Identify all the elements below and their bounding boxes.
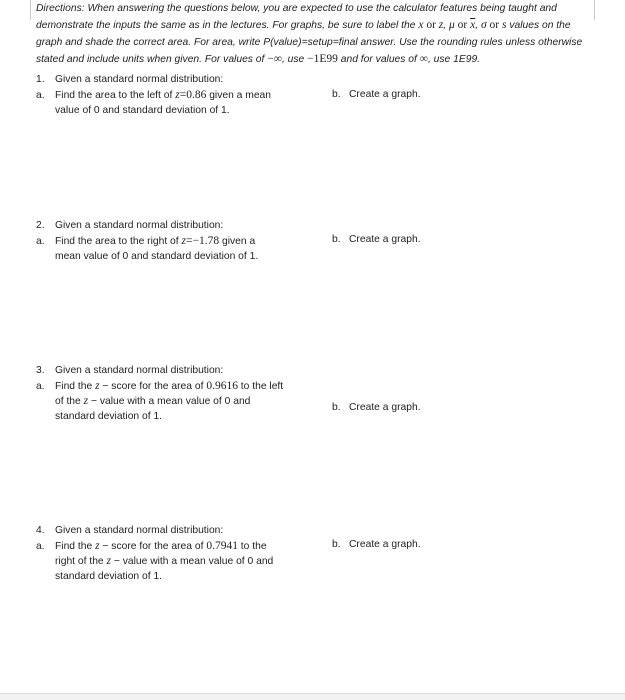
directions-or-2: or	[454, 19, 471, 31]
question-4	[36, 523, 326, 593]
question-3b-text: Create a graph.	[349, 402, 421, 413]
q1a-z-value: 0.86	[186, 89, 207, 101]
symbol-s: s	[502, 19, 507, 31]
directions-text-3: , use	[281, 54, 308, 65]
question-1-number: 1.	[36, 74, 45, 85]
q3a-text-post: to the left	[237, 381, 284, 392]
question-2a-line-2: mean value of 0 and standard deviation of 1.	[55, 251, 259, 262]
q1a-z-symbol: z	[175, 89, 180, 101]
q3a-line2-pre: of the	[55, 396, 84, 407]
q1a-text: Find the area to the left of	[55, 90, 176, 101]
symbol-x: x	[418, 19, 424, 31]
question-1a-line-2: value of 0 and standard deviation of 1.	[55, 105, 230, 116]
question-3a-label: a.	[36, 381, 45, 392]
question-1b-text: Create a graph.	[349, 89, 421, 100]
question-3a-line-1	[55, 379, 283, 395]
question-4b	[332, 539, 421, 550]
question-4a-line-3: standard deviation of 1.	[55, 571, 163, 582]
directions-or-1: or	[423, 19, 439, 31]
q1a-text-post: given a mean	[206, 90, 272, 101]
question-1a-line-1	[55, 88, 271, 104]
directions-text-4: and for values of	[337, 54, 420, 65]
symbol-infinity: ∞	[419, 53, 428, 65]
q4a-z-symbol-2: z	[106, 555, 111, 567]
q4a-text-mid: − score for the area of	[99, 541, 207, 552]
symbol-sigma: σ	[480, 19, 487, 31]
q3a-line2-post: − value with a mean value of 0 and	[88, 396, 251, 407]
question-3b-label: b.	[332, 402, 341, 413]
question-3b	[332, 402, 421, 413]
q4a-text-post: to the	[237, 541, 267, 552]
q4a-line2-post: − value with a mean value of 0 and	[111, 556, 274, 567]
question-4a-line-1	[55, 539, 267, 555]
question-3a-line-2	[55, 394, 250, 410]
question-2-number: 2.	[36, 220, 45, 231]
q2a-text-post: given a	[219, 236, 256, 247]
directions-text-2: values on the graph and shade the correct area. For area, write P(value)=setup=final answer. Use the rounding rules unless otherwise stated and include units when given. For values of	[36, 20, 583, 65]
directions-comma-1: ,	[443, 20, 450, 31]
question-2a-line-1	[55, 234, 255, 250]
page-bottom-edge	[0, 693, 625, 700]
q2a-text: Find the area to the right of	[55, 236, 182, 247]
directions-comma-2: ,	[475, 20, 481, 31]
question-4-heading: Given a standard normal distribution:	[55, 525, 224, 536]
question-1b	[332, 89, 421, 100]
q4a-area-value: 0.7941	[206, 540, 238, 552]
q1a-equals: =	[179, 89, 187, 101]
q4a-line2-pre: right of the	[55, 556, 107, 567]
q4a-text: Find the	[55, 541, 96, 552]
q3a-z-symbol-2: z	[83, 395, 89, 407]
question-2a-label: a.	[36, 236, 45, 247]
q3a-z-symbol: z	[95, 380, 100, 392]
q3a-text-mid: − score for the area of	[99, 381, 207, 392]
q3a-area-value: 0.9616	[206, 380, 238, 392]
question-4a-label: a.	[36, 541, 45, 552]
question-3-heading: Given a standard normal distribution:	[55, 365, 224, 376]
question-1	[36, 72, 326, 132]
question-4a-line-2	[55, 554, 273, 570]
symbol-neg-infinity: −∞	[267, 53, 282, 65]
directions-text-1: Directions: When answering the questions below, you are expected to use the calculator features being taught and demonstrate the inputs the same as in the lectures. For graphs, be sure to label the	[36, 3, 557, 31]
question-1b-label: b.	[332, 89, 341, 100]
question-4b-text: Create a graph.	[349, 539, 421, 550]
q3a-text: Find the	[55, 381, 96, 392]
question-1-heading: Given a standard normal distribution:	[55, 74, 224, 85]
directions-neg-1e99: −1E99	[307, 53, 338, 65]
question-3-number: 3.	[36, 365, 45, 376]
directions-text-5: , use 1E99.	[427, 54, 481, 65]
question-2b	[332, 234, 421, 245]
question-2b-text: Create a graph.	[349, 234, 421, 245]
question-1a-label: a.	[36, 90, 45, 101]
directions-or-3: or	[486, 19, 502, 31]
q4a-z-symbol: z	[95, 540, 100, 552]
page-border-left	[30, 0, 31, 20]
question-2-heading: Given a standard normal distribution:	[55, 220, 224, 231]
q2a-z-value: −1.78	[192, 235, 220, 247]
symbol-x-bar: $\overline{x}$	[470, 19, 476, 31]
symbol-mu: μ	[449, 19, 455, 31]
question-2b-label: b.	[332, 234, 341, 245]
question-2	[36, 218, 326, 278]
q2a-equals: =	[185, 235, 193, 247]
question-4-number: 4.	[36, 525, 45, 536]
question-3	[36, 363, 326, 433]
question-4b-label: b.	[332, 539, 341, 550]
directions-paragraph	[36, 0, 596, 68]
q2a-z-symbol: z	[181, 235, 186, 247]
question-3a-line-3: standard deviation of 1.	[55, 411, 163, 422]
symbol-z: z	[438, 19, 444, 31]
